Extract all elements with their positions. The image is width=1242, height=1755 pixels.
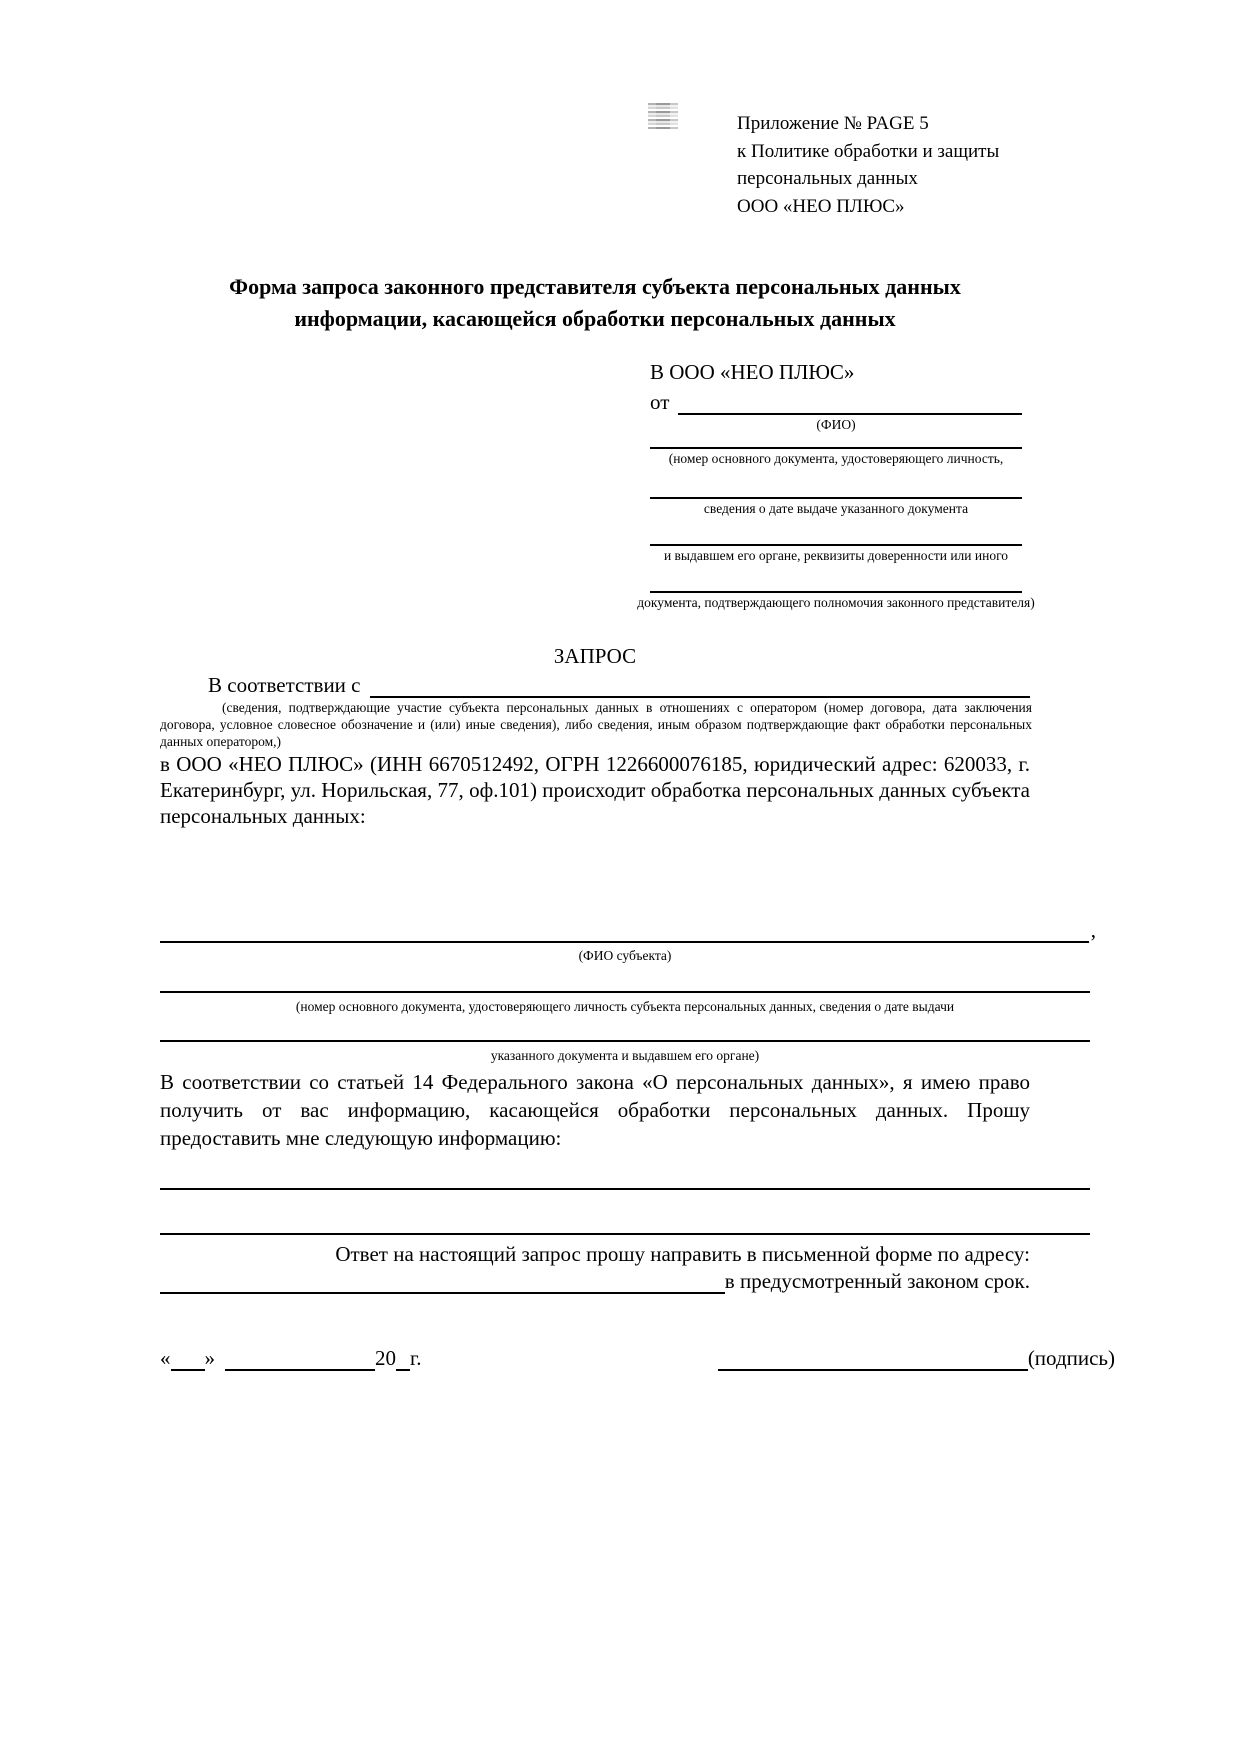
issuing-authority-input-line[interactable]: [650, 544, 1022, 546]
date-close-quote: »: [204, 1346, 215, 1370]
authority-document-caption: документа, подтверждающего полномочия законного представителя): [637, 595, 1035, 610]
fio-caption: (ФИО): [816, 417, 856, 432]
date-day-input-line[interactable]: [171, 1347, 205, 1371]
from-row: [650, 389, 1022, 415]
date-group: [160, 1346, 422, 1371]
date-open-quote: «: [160, 1346, 171, 1370]
reply-deadline-text: в предусмотренный законом срок.: [724, 1269, 1030, 1293]
embedded-image-icon: [648, 103, 678, 129]
fine-print-note: (сведения, подтверждающие участие субъекта персональных данных в отношениях с оператором (номер договора, дата заключения договора, условное словесное обозначение и (или) иные сведения), либо сведения, иным образом подтверждающие факт обработки персональных данных оператором,): [160, 700, 1032, 749]
law-paragraph: В соответствии со статьей 14 Федерального закона «О персональных данных», я имею право получить от вас информацию, касающейся обработки персональных данных. Прошу предоставить мне следующую информацию:: [160, 1070, 1030, 1150]
document-title: [160, 271, 1030, 335]
document-title-line1: Форма запроса законного представителя субъекта персональных данных: [229, 274, 961, 299]
accordance-input-line[interactable]: [370, 674, 1031, 698]
issue-date-input-line[interactable]: [650, 497, 1022, 499]
subject-authority-input-line[interactable]: [160, 1040, 1090, 1042]
issuing-authority-caption: и выдавшем его органе, реквизиты доверенности или иного: [663, 548, 1009, 563]
operator-paragraph: в ООО «НЕО ПЛЮС» (ИНН 6670512492, ОГРН 1226600076185, юридический адрес: 620033, г. Екатеринбург, ул. Норильская, 77, оф.101) происходит обработка персональных данных субъекта персональных данных:: [160, 752, 1030, 828]
annex-header-line: к Политике обработки и защиты: [737, 140, 1000, 162]
subject-document-input-line[interactable]: [160, 991, 1090, 993]
accordance-label: В соответствии с: [208, 673, 361, 697]
reply-address-input-line[interactable]: [160, 1270, 725, 1294]
annex-header-line: ООО «НЕО ПЛЮС»: [737, 195, 905, 217]
subject-authority-caption: указанного документа и выдавшем его органе): [490, 1048, 760, 1063]
authority-document-input-line[interactable]: [650, 591, 1022, 593]
from-label: от: [650, 390, 670, 414]
reply-address-row: [160, 1269, 1030, 1294]
annex-header: [737, 110, 999, 220]
date-year-prefix: 20: [375, 1346, 396, 1370]
footer-row: [160, 1346, 1115, 1371]
document-number-input-line[interactable]: [650, 447, 1022, 449]
trailing-comma: ,: [1090, 918, 1096, 942]
accordance-row: [160, 673, 1030, 698]
annex-header-line: Приложение № PAGE 5: [737, 113, 929, 134]
document-title-line2: информации, касающейся обработки персональных данных: [294, 306, 896, 331]
date-year-input-line[interactable]: [396, 1347, 410, 1371]
signature-caption: (подпись): [1027, 1346, 1115, 1370]
issue-date-caption: сведения о дате выдаче указанного документа: [703, 501, 969, 516]
request-heading: ЗАПРОС: [553, 644, 637, 668]
information-input-line-1[interactable]: [160, 1188, 1090, 1190]
annex-header-line: персональных данных: [737, 168, 918, 189]
subject-fio-caption: (ФИО субъекта): [578, 948, 672, 963]
subject-fio-row: [160, 918, 1096, 943]
signature-input-line[interactable]: [718, 1347, 1028, 1371]
addressee-to: В ООО «НЕО ПЛЮС»: [650, 360, 855, 384]
date-year-suffix: г.: [410, 1346, 422, 1370]
subject-fio-input-line[interactable]: [160, 919, 1089, 943]
information-input-line-2[interactable]: [160, 1233, 1090, 1235]
fio-input-line[interactable]: [678, 391, 1022, 415]
subject-document-caption: (номер основного документа, удостоверяющего личность субъекта персональных данных, сведения о дате выдачи: [295, 999, 955, 1014]
document-number-caption: (номер основного документа, удостоверяющего личность,: [668, 451, 1004, 466]
signature-group: [718, 1346, 1115, 1371]
date-month-input-line[interactable]: [225, 1347, 375, 1371]
addressee-block: [637, 359, 1035, 611]
reply-address-text: Ответ на настоящий запрос прошу направить в письменной форме по адресу:: [335, 1242, 1030, 1266]
